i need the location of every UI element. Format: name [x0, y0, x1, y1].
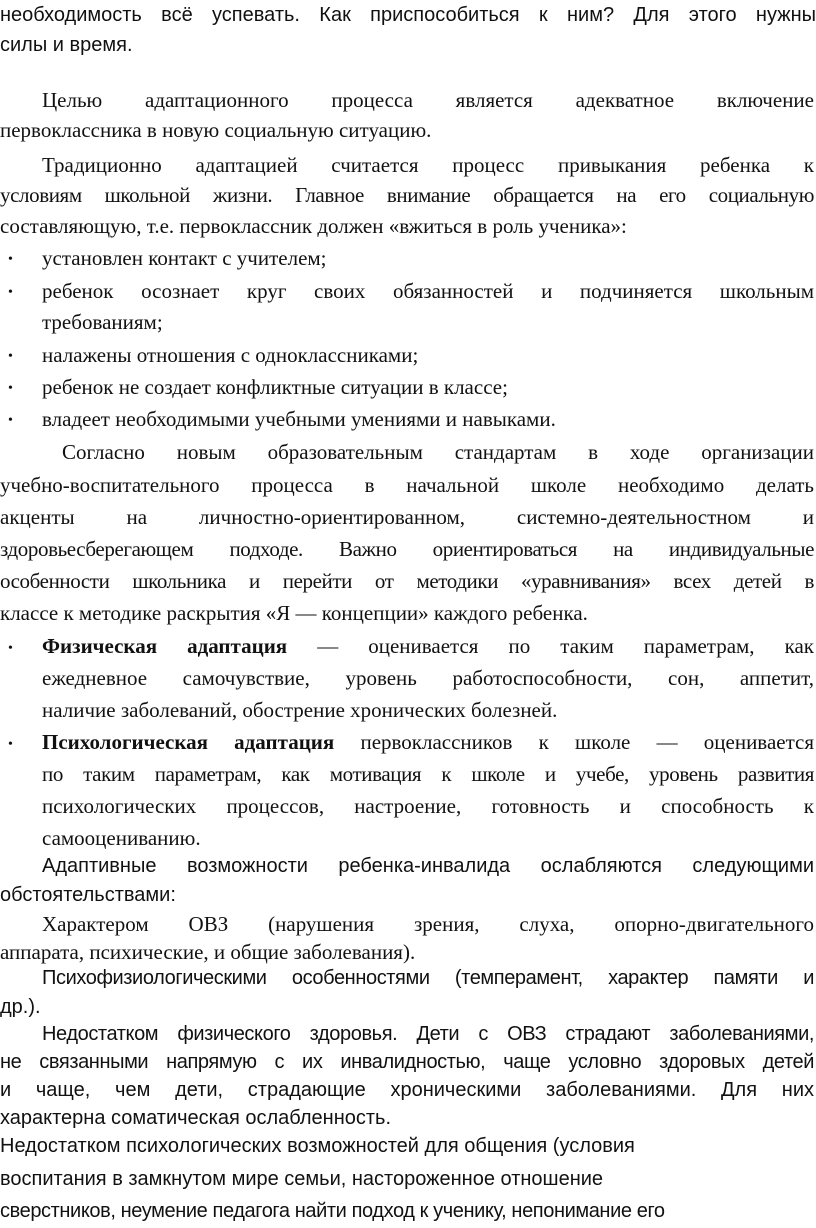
term-bold: Физическая адаптация [42, 634, 288, 658]
term-bold: Психологическая адаптация [42, 730, 335, 754]
paragraph-line: и чаще, чем дети, страдающие хроническими заболеваниями. Для них [0, 1079, 814, 1101]
bullet-icon: • [8, 285, 13, 300]
paragraph-line: условиям школьной жизни. Главное внимание обращается на его социальную [0, 183, 814, 207]
paragraph-line: необходимость всё успевать. Как приспособиться к ним? Для этого нужны [0, 4, 816, 26]
paragraph-line: обстоятельствами: [0, 884, 176, 906]
list-item [42, 730, 814, 755]
list-item-continuation: наличие заболеваний, обострение хронических болезней. [42, 698, 558, 722]
bullet-icon: • [8, 737, 13, 752]
paragraph-line: сверстников, неумение педагога найти подход к ученику, непонимание его [0, 1200, 665, 1222]
list-item [42, 634, 814, 659]
list-item: установлен контакт с учителем; [42, 246, 327, 270]
bullet-icon: • [8, 641, 13, 656]
bullet-icon: • [8, 252, 13, 267]
paragraph-line: составляющую, т.е. первоклассник должен «вжиться в роль ученика»: [0, 214, 627, 238]
paragraph-line: Характером ОВЗ (нарушения зрения, слуха, опорно-двигательного [42, 912, 814, 936]
paragraph-line: первоклассника в новую социальную ситуацию. [0, 118, 432, 142]
paragraph-line: воспитания в замкнутом мире семьи, настороженное отношение [0, 1168, 604, 1190]
term-description: — оценивается по таким параметрам, как [287, 634, 814, 658]
paragraph-line: не связанными напрямую с их инвалидностью, чаще условно здоровых детей [0, 1051, 814, 1073]
paragraph-line: классе к методике раскрытия «Я — концепции» каждого ребенка. [0, 601, 588, 625]
list-item-continuation: психологических процессов, настроение, готовность и способность к [42, 794, 814, 818]
paragraph-line: Традиционно адаптацией считается процесс привыкания ребенка к [42, 153, 814, 177]
paragraph-line: характерна соматическая ослабленность. [0, 1107, 391, 1129]
paragraph-line: Психофизиологическими особенностями (темперамент, характер памяти и [42, 967, 814, 989]
list-item-continuation: по таким параметрам, как мотивация к школе и учебе, уровень развития [42, 762, 814, 786]
list-item: налажены отношения с одноклассниками; [42, 343, 419, 367]
paragraph-line: Недостатком физического здоровья. Дети с ОВЗ страдают заболеваниями, [42, 1023, 814, 1045]
paragraph-line: др.). [0, 996, 41, 1018]
paragraph-line: силы и время. [0, 34, 133, 56]
list-item: ребенок осознает круг своих обязанностей и подчиняется школьным [42, 279, 814, 303]
bullet-icon: • [8, 413, 13, 428]
paragraph-line: учебно-воспитательного процесса в начальной школе необходимо делать [0, 473, 814, 497]
paragraph-line: аппарата, психические, и общие заболевания). [0, 940, 416, 964]
paragraph-line: Недостатком психологических возможностей для общения (условия [0, 1135, 635, 1157]
term-description: первоклассников к школе — оценивается [334, 730, 814, 754]
bullet-icon: • [8, 349, 13, 364]
list-item: владеет необходимыми учебными умениями и навыками. [42, 407, 556, 431]
paragraph-line: Адаптивные возможности ребенка-инвалида ослабляются следующими [42, 855, 814, 877]
list-item-continuation: ежедневное самочувствие, уровень работоспособности, сон, аппетит, [42, 666, 814, 690]
paragraph-line: Согласно новым образовательным стандартам в ходе организации [62, 440, 814, 464]
bullet-icon: • [8, 381, 13, 396]
list-item: ребенок не создает конфликтные ситуации в классе; [42, 375, 508, 399]
paragraph-line: Целью адаптационного процесса является адекватное включение [42, 88, 814, 112]
list-item-continuation: самооцениванию. [42, 826, 201, 850]
paragraph-line: акценты на личностно-ориентированном, системно-деятельностном и [0, 505, 814, 529]
list-item-continuation: требованиям; [42, 310, 163, 334]
paragraph-line: особенности школьника и перейти от методики «уравнивания» всех детей в [0, 569, 814, 593]
paragraph-line: здоровьесберегающем подходе. Важно ориентироваться на индивидуальные [0, 537, 814, 561]
